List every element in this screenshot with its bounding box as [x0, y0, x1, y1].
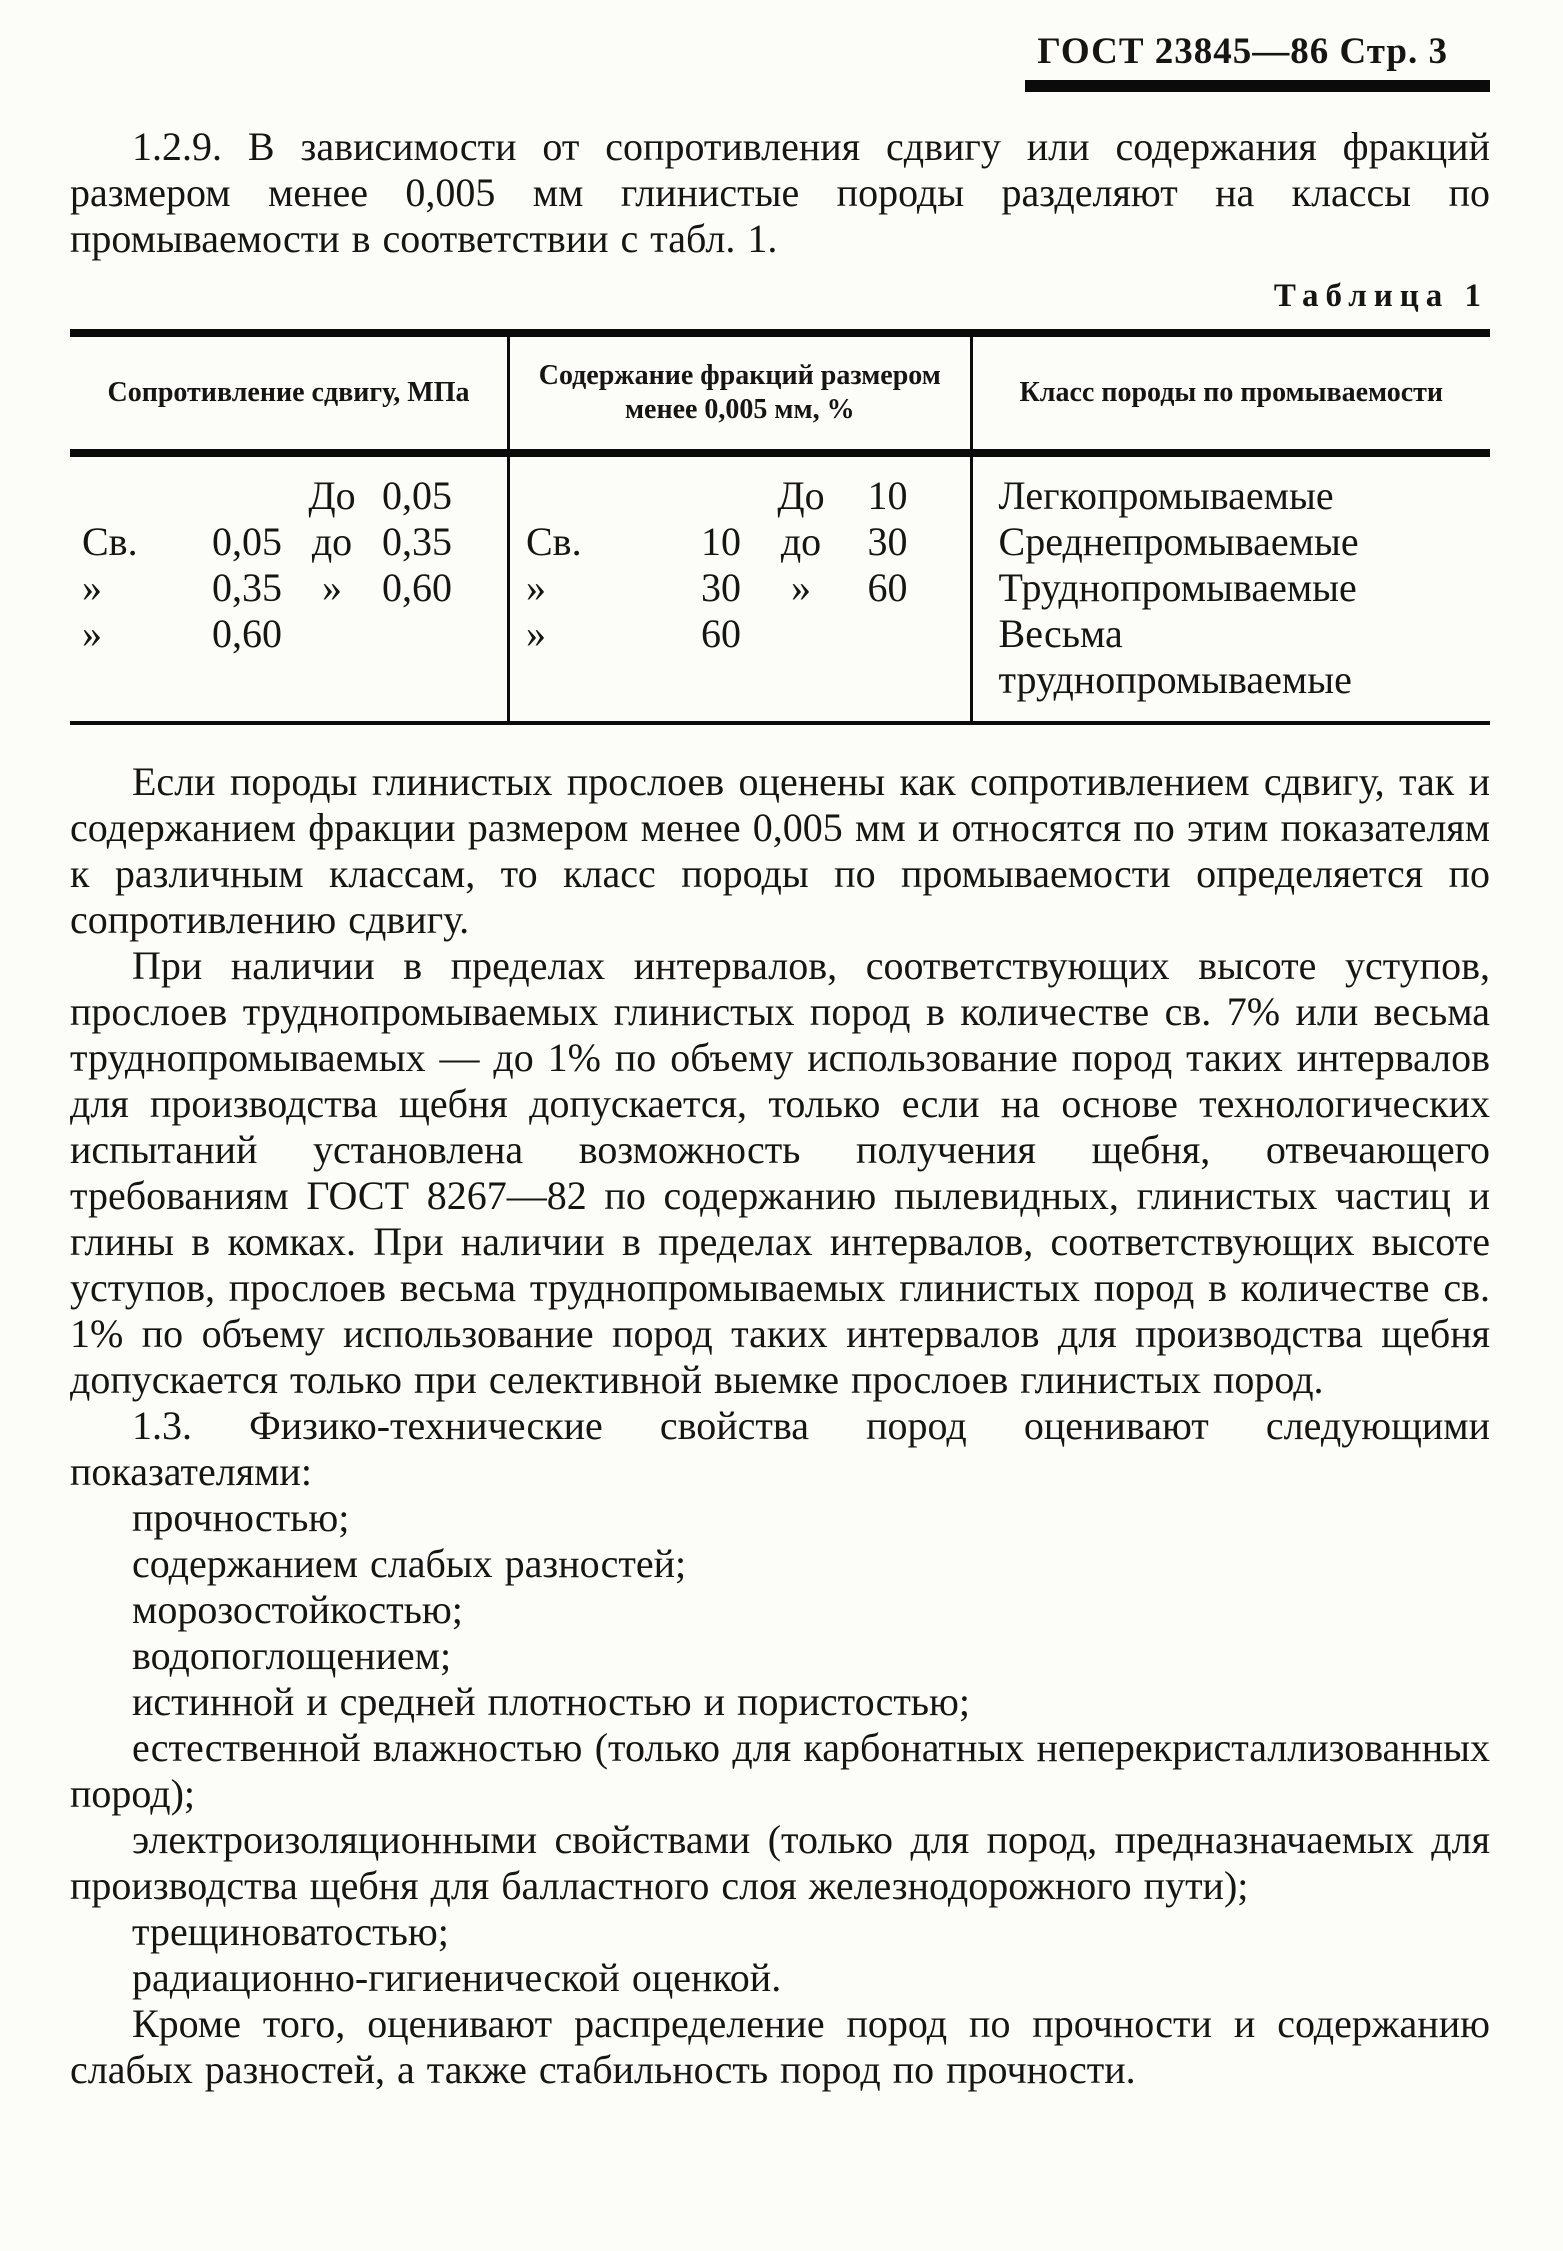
cell-value-low: 60: [701, 611, 741, 656]
class-cell: [971, 565, 1490, 611]
cell-value-high: 0,35: [382, 519, 452, 564]
cell-value-low: 0,35: [212, 565, 282, 610]
cell-value-low: 0,60: [212, 611, 282, 656]
cell-prefix: »: [526, 565, 546, 610]
table-caption: Таблица 1: [1273, 278, 1488, 314]
shear-cell: [70, 453, 509, 519]
table-row: [70, 611, 1490, 723]
list-item-fracturing: трещиноватостью;: [132, 1909, 449, 1954]
list-item-electro: электроизоляционными свойствами (только для пород, предназначаемых для производства щебня для балластного слоя железнодорожного пути);: [70, 1817, 1490, 1908]
cell-prefix: »: [82, 565, 102, 610]
fraction-cell: [509, 611, 972, 723]
washability-classes-table: [70, 329, 1490, 725]
page-header: [70, 30, 1490, 92]
cell-connector: »: [322, 565, 342, 610]
shear-cell: [70, 519, 509, 565]
fraction-cell: [509, 453, 972, 519]
standard-number-page-label: ГОСТ 23845—86 Стр. 3: [1037, 31, 1448, 72]
shear-cell-grid: [70, 611, 507, 657]
shear-cell-grid: [70, 565, 507, 611]
list-item-moisture: естественной влажностью (только для карбонатных неперекристаллизованных пород);: [70, 1725, 1490, 1816]
cell-value-low: 10: [701, 519, 741, 564]
class-cell: [971, 519, 1490, 565]
fraction-cell-grid: [510, 519, 970, 565]
list-item-strength: прочностью;: [132, 1495, 350, 1540]
header-rule: [1025, 80, 1490, 92]
column-header-fraction-content: Содержание фракций размером менее 0,005 мм, %: [509, 333, 972, 453]
fraction-cell-grid: [510, 611, 970, 657]
fraction-cell: [509, 565, 972, 611]
class-cell: [971, 453, 1490, 519]
shear-cell: [70, 611, 509, 723]
paragraph-closing: Кроме того, оценивают распределение пород по прочности и содержанию слабых разностей, а также стабильность пород по прочности.: [70, 2001, 1490, 2092]
class-name: Весьма труднопромываемые: [998, 611, 1352, 702]
fraction-cell: [509, 519, 972, 565]
document-body: [70, 124, 1490, 2093]
class-cell: [971, 611, 1490, 723]
paragraph-interval-conditions: При наличии в пределах интервалов, соответствующих высоте уступов, прослоев труднопромываемых глинистых пород в количестве св. 7% или весьма труднопромываемых — до 1% по объему использование пород таких интервалов для производства щебня допускается, только если на основе технологических испытаний установлена возможность получения щебня, отвечающего требованиям ГОСТ 8267—82 по содержанию пылевидных, глинистых частиц и глины в комках. При наличии в пределах интервалов, соответствующих высоте уступов, прослоев весьма труднопромываемых глинистых пород в количестве св. 1% по объему использование пород таких интервалов для производства щебня допускается только при селективной выемке прослоев глинистых пород.: [70, 943, 1490, 1402]
cell-connector: [282, 611, 382, 657]
shear-cell-grid: [70, 473, 507, 519]
cell-prefix: »: [82, 611, 102, 656]
cell-connector: До: [777, 473, 825, 518]
class-name: Легкопромываемые: [998, 473, 1334, 518]
table-row: [70, 453, 1490, 519]
class-name: Среднепромываемые: [998, 519, 1359, 564]
paragraph-shear-priority: Если породы глинистых прослоев оценены как сопротивлением сдвигу, так и содержанием фракции размером менее 0,005 мм и относятся по этим показателям к различным классам, то класс породы по промываемости определяется по сопротивлению сдвигу.: [70, 759, 1490, 942]
cell-value-low: 0,05: [212, 519, 282, 564]
list-item-density: истинной и средней плотностью и пористостью;: [132, 1679, 971, 1724]
list-item-weak-varieties: содержанием слабых разностей;: [132, 1541, 687, 1586]
column-header-shear-resistance: Сопротивление сдвигу, МПа: [107, 377, 470, 408]
cell-connector: »: [791, 565, 811, 610]
cell-connector: до: [311, 519, 353, 564]
cell-prefix: [526, 473, 641, 519]
fraction-cell-grid: [510, 565, 970, 611]
cell-value-high: [861, 611, 908, 657]
cell-prefix: »: [526, 611, 546, 656]
column-header-rock-class: Класс породы по промываемости: [971, 333, 1490, 453]
cell-value-high: [382, 611, 452, 657]
cell-prefix: [82, 473, 187, 519]
table-header-row: [70, 333, 1490, 453]
cell-connector: До: [308, 473, 356, 518]
list-item-water: водопоглощением;: [132, 1633, 452, 1678]
cell-value-low: 30: [701, 565, 741, 610]
cell-value-low: [187, 473, 282, 519]
shear-cell-grid: [70, 519, 507, 565]
class-name: Труднопромываемые: [998, 565, 1357, 610]
shear-cell: [70, 565, 509, 611]
table-row: [70, 519, 1490, 565]
cell-prefix: Св.: [82, 519, 138, 564]
cell-connector: [741, 611, 861, 657]
paragraph-1-2-9: 1.2.9. В зависимости от сопротивления сдвигу или содержания фракций размером менее 0,005 мм глинистые породы разделяют на классы по промываемости в соответствии с табл. 1.: [70, 124, 1490, 261]
cell-prefix: Св.: [526, 519, 582, 564]
cell-connector: до: [780, 519, 822, 564]
cell-value-high: 10: [867, 473, 908, 518]
cell-value-low: [641, 473, 741, 519]
cell-value-high: 0,05: [382, 473, 452, 518]
list-item-radiation: радиационно-гигиенической оценкой.: [132, 1955, 782, 2000]
cell-value-high: 60: [867, 565, 908, 610]
fraction-cell-grid: [510, 473, 970, 519]
list-item-frost: морозостойкостью;: [132, 1587, 463, 1632]
cell-value-high: 30: [867, 519, 908, 564]
table-row: [70, 565, 1490, 611]
paragraph-1-3: 1.3. Физико-технические свойства пород оценивают следующими показателями:: [70, 1403, 1490, 1494]
cell-value-high: 0,60: [382, 565, 452, 610]
